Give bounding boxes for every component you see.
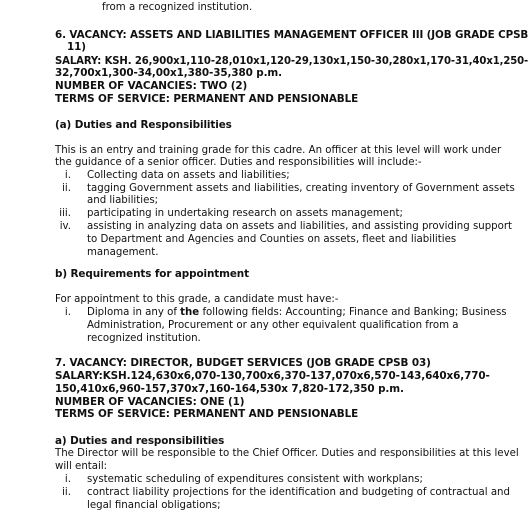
vacancy-7-duties-heading: a) Duties and responsibilities xyxy=(55,435,225,447)
vacancy-6-requirements-heading: b) Requirements for appointment xyxy=(55,268,249,280)
vacancy-6-requirements-intro: For appointment to this grade, a candidate must have:- xyxy=(55,294,339,305)
vacancy-7-intro: The Director will be responsible to the Chief Officer. Duties and responsibilities at this level xyxy=(55,448,519,459)
vacancy-6-intro-cont: the guidance of a senior officer. Duties and responsibilities will include:- xyxy=(55,157,422,168)
list-number: iv. xyxy=(59,221,71,232)
vacancy-6-intro: This is an entry and training grade for this cadre. An officer at this level will work under xyxy=(55,145,502,156)
list-item-text: Collecting data on assets and liabilities; xyxy=(87,170,290,181)
vacancy-7-title: 7. VACANCY: DIRECTOR, BUDGET SERVICES (JOB GRADE CPSB 03) xyxy=(55,357,431,369)
list-item-text: legal financial obligations; xyxy=(87,500,221,511)
vacancy-7-salary: SALARY:KSH.124,630x6,070-130,700x6,370-137,070x6,570-143,640x6,770- xyxy=(55,370,490,382)
vacancy-6-terms: TERMS OF SERVICE: PERMANENT AND PENSIONABLE xyxy=(55,93,359,105)
vacancy-6-salary: SALARY: KSH. 26,900x1,110-28,010x1,120-29,130x1,150-30,280x1,170-31,40x1,250- xyxy=(55,55,529,67)
list-item-text: participating in undertaking research on assets management; xyxy=(87,208,403,219)
vacancy-7-salary-cont: 150,410x6,960-157,370x7,160-164,530x 7,820-172,350 p.m. xyxy=(55,383,404,395)
list-number: ii. xyxy=(62,487,71,498)
continuation-text: from a recognized institution. xyxy=(102,2,253,13)
list-item-text: management. xyxy=(87,247,159,258)
vacancy-6-salary-cont: 32,700x1,300-34,00x1,380-35,380 p.m. xyxy=(55,67,282,79)
list-item-text: Administration, Procurement or any other equivalent qualification from a xyxy=(87,320,459,331)
vacancy-7-intro-cont: will entail: xyxy=(55,461,108,472)
list-item-text: contract liability projections for the identification and budgeting of contractual and xyxy=(87,487,510,498)
vacancy-7-terms: TERMS OF SERVICE: PERMANENT AND PENSIONABLE xyxy=(55,408,359,420)
list-number: i. xyxy=(64,307,71,318)
list-item-text: systematic scheduling of expenditures consistent with workplans; xyxy=(87,474,423,485)
list-number: ii. xyxy=(62,183,71,194)
list-item-text: recognized institution. xyxy=(87,333,201,344)
requirement-emphasis: the xyxy=(180,307,200,318)
list-item-text: tagging Government assets and liabilities, creating inventory of Government assets xyxy=(87,183,515,194)
list-item-text: and liabilities; xyxy=(87,195,159,206)
list-number: i. xyxy=(64,474,71,485)
list-number: i. xyxy=(64,170,71,181)
vacancy-6-title-cont: 11) xyxy=(67,41,86,53)
vacancy-6-title: 6. VACANCY: ASSETS AND LIABILITIES MANAGEMENT OFFICER III (JOB GRADE CPSB xyxy=(55,29,529,41)
list-item-text: to Department and Agencies and Counties on assets, fleet and liabilities xyxy=(87,234,457,245)
vacancy-6-count: NUMBER OF VACANCIES: TWO (2) xyxy=(55,80,248,92)
list-item-text: assisting in analyzing data on assets and liabilities, and assisting providing support xyxy=(87,221,513,232)
list-number: iii. xyxy=(59,208,71,219)
list-item-text xyxy=(87,307,507,320)
requirement-text: Diploma in any of xyxy=(87,307,181,318)
vacancy-6-duties-heading: (a) Duties and Responsibilities xyxy=(55,119,232,131)
vacancy-7-count: NUMBER OF VACANCIES: ONE (1) xyxy=(55,396,245,408)
requirement-text: following fields: Accounting; Finance and Banking; Business xyxy=(199,307,507,318)
